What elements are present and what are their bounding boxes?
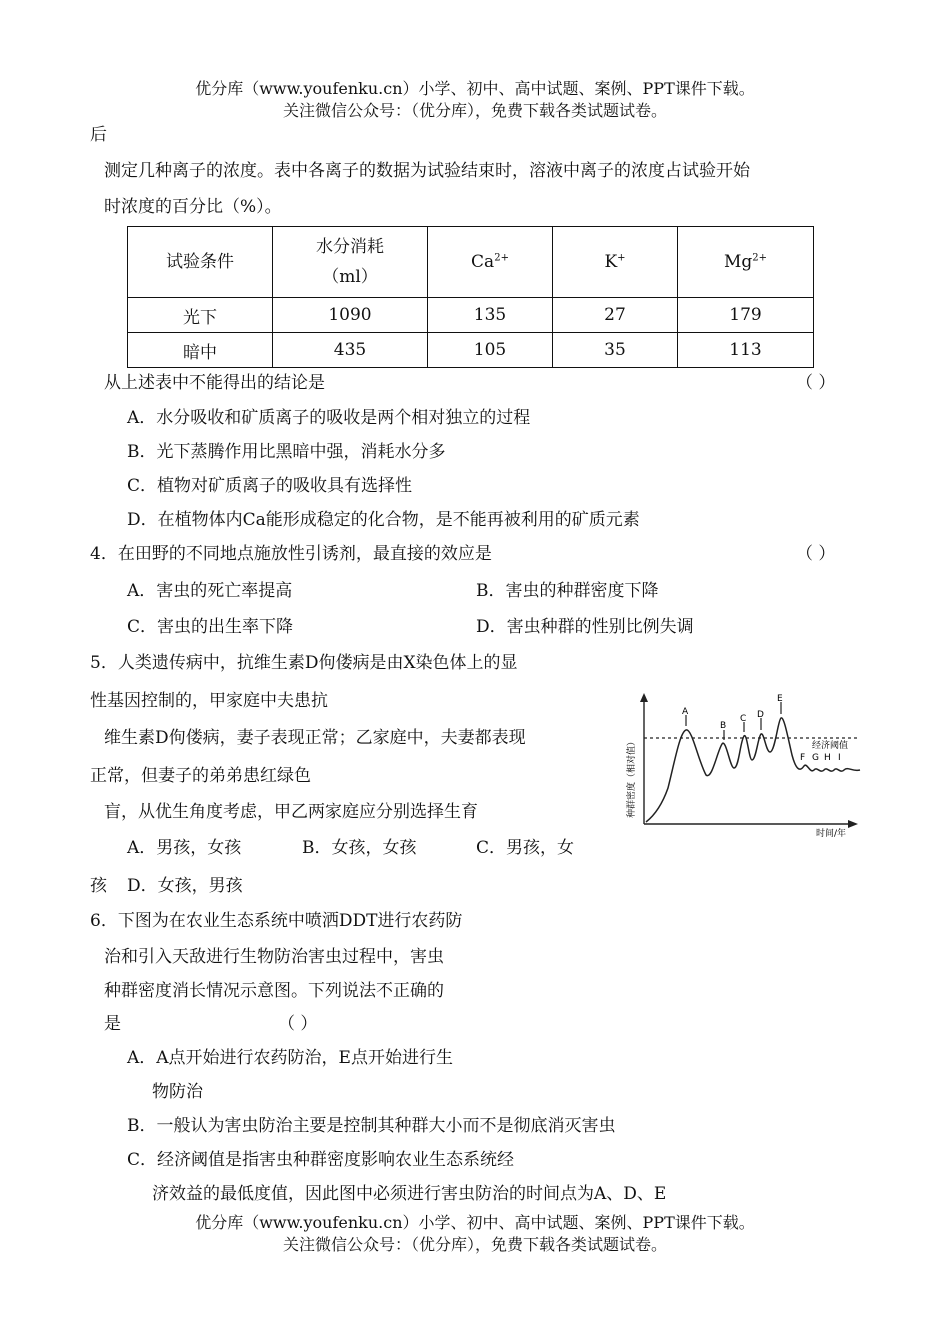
k-symbol: K <box>604 252 618 272</box>
table-row <box>128 333 814 368</box>
point-label-f: F <box>800 753 806 763</box>
q5-line-4: 正常，但妻子的弟弟患红绿色 <box>90 766 311 786</box>
q6-option-c-1: C．经济阈值是指害虫种群密度影响农业生态系统经 <box>127 1150 515 1170</box>
q4-option-c: C．害虫的出生率下降 <box>127 617 294 637</box>
q3-question: 从上述表中不能得出的结论是 <box>104 373 325 393</box>
cell-ca: 135 <box>428 298 553 333</box>
q5-line-2: 性基因控制的，甲家庭中夫患抗 <box>90 691 328 711</box>
q4-option-a: A．害虫的死亡率提高 <box>127 581 293 601</box>
q6-option-b: B．一般认为害虫防治主要是控制其种群大小而不是彻底消灭害虫 <box>127 1116 616 1136</box>
q3-intro-3: 时浓度的百分比（%）。 <box>104 197 282 217</box>
q5-option-b: B．女孩，女孩 <box>302 838 417 858</box>
population-density-figure <box>620 690 870 840</box>
q4-option-d: D．害虫种群的性别比例失调 <box>476 617 694 637</box>
density-curve <box>646 718 860 822</box>
header-condition: 试验条件 <box>128 227 273 298</box>
q5-line-3: 维生素D佝偻病，妻子表现正常；乙家庭中，夫妻都表现 <box>104 728 526 748</box>
header-ca <box>428 227 553 298</box>
mg-symbol: Mg <box>723 252 753 272</box>
y-axis-label: 种群密度（相对值） <box>627 736 637 818</box>
cell-ca: 105 <box>428 333 553 368</box>
cell-condition: 光下 <box>128 298 273 333</box>
q6-answer-paren: （ ） <box>278 1014 318 1034</box>
q3-answer-paren: （ ） <box>796 373 836 393</box>
header-line-1: 优分库（www.youfenku.cn）小学、初中、高中试题、案例、PPT课件下载。 <box>195 79 755 98</box>
cell-condition: 暗中 <box>128 333 273 368</box>
mg-charge: 2+ <box>752 252 768 264</box>
ca-symbol: Ca <box>471 252 495 272</box>
q4-answer-paren: （ ） <box>796 544 836 564</box>
point-label-d: D <box>757 710 764 720</box>
header-water <box>273 227 428 298</box>
q5-line-1: 5．人类遗传病中，抗维生素D佝偻病是由X染色体上的显 <box>90 653 518 673</box>
q5-option-c-end: 孩 <box>90 876 107 896</box>
q6-line-1: 6．下图为在农业生态系统中喷洒DDT进行农药防 <box>90 911 463 931</box>
q6-option-a-1: A．A点开始进行农药防治，E点开始进行生 <box>127 1048 453 1068</box>
x-axis-label: 时间/年 <box>816 829 847 839</box>
q6-option-c-2: 济效益的最低度值，因此图中必须进行害虫防治的时间点为A、D、E <box>152 1184 667 1204</box>
cell-k: 27 <box>553 298 678 333</box>
cell-mg: 113 <box>678 333 814 368</box>
cell-k: 35 <box>553 333 678 368</box>
q4-option-b: B．害虫的种群密度下降 <box>476 581 659 601</box>
point-label-b: B <box>720 721 727 731</box>
threshold-label: 经济阈值 <box>812 741 849 751</box>
ca-charge: 2+ <box>494 252 509 264</box>
q3-intro-1: 后 <box>90 125 107 145</box>
q6-option-a-2: 物防治 <box>152 1082 203 1102</box>
q3-option-a: A．水分吸收和矿质离子的吸收是两个相对独立的过程 <box>127 408 531 428</box>
y-axis-arrow <box>640 693 648 702</box>
footer-line-1: 优分库（www.youfenku.cn）小学、初中、高中试题、案例、PPT课件下载。 <box>195 1213 755 1232</box>
q3-intro-2: 测定几种离子的浓度。表中各离子的数据为试验结束时，溶液中离子的浓度占试验开始 <box>104 161 750 181</box>
point-label-g: G <box>812 753 819 763</box>
point-label-c: C <box>740 714 747 724</box>
cell-water: 435 <box>273 333 428 368</box>
q6-line-3: 种群密度消长情况示意图。下列说法不正确的 <box>104 981 444 1001</box>
q6-line-4: 是 <box>104 1014 121 1034</box>
point-label-h: H <box>824 753 831 763</box>
q5-option-c: C．男孩，女 <box>476 838 575 858</box>
q5-option-d: D．女孩，男孩 <box>127 876 243 896</box>
header-k <box>553 227 678 298</box>
table-row <box>128 298 814 333</box>
footer-line-2: 关注微信公众号：（优分库），免费下载各类试题试卷。 <box>282 1235 667 1254</box>
ion-table <box>127 226 814 368</box>
table-header-row <box>128 227 814 298</box>
header-water-line-1: 水分消耗 <box>316 237 384 257</box>
q3-option-c: C．植物对矿质离子的吸收具有选择性 <box>127 476 413 496</box>
header-mg <box>678 227 814 298</box>
cell-water: 1090 <box>273 298 428 333</box>
q3-option-b: B．光下蒸腾作用比黑暗中强，消耗水分多 <box>127 442 446 462</box>
point-label-a: A <box>682 707 689 717</box>
header-line-2: 关注微信公众号：（优分库），免费下载各类试题试卷。 <box>282 101 667 120</box>
point-label-e: E <box>777 694 783 704</box>
q6-line-2: 治和引入天敌进行生物防治害虫过程中，害虫 <box>104 947 444 967</box>
k-charge: + <box>617 252 626 264</box>
q3-option-d: D．在植物体内Ca能形成稳定的化合物，是不能再被利用的矿质元素 <box>127 510 640 530</box>
x-axis-arrow <box>848 820 858 828</box>
header-water-line-2: （ml） <box>322 267 378 287</box>
q5-option-a: A．男孩，女孩 <box>127 838 242 858</box>
q5-line-5: 盲，从优生角度考虑，甲乙两家庭应分别选择生育 <box>104 802 478 822</box>
peak-arrows <box>686 702 781 740</box>
cell-mg: 179 <box>678 298 814 333</box>
point-label-i: I <box>838 753 841 763</box>
q4-question: 4．在田野的不同地点施放性引诱剂，最直接的效应是 <box>90 544 492 564</box>
